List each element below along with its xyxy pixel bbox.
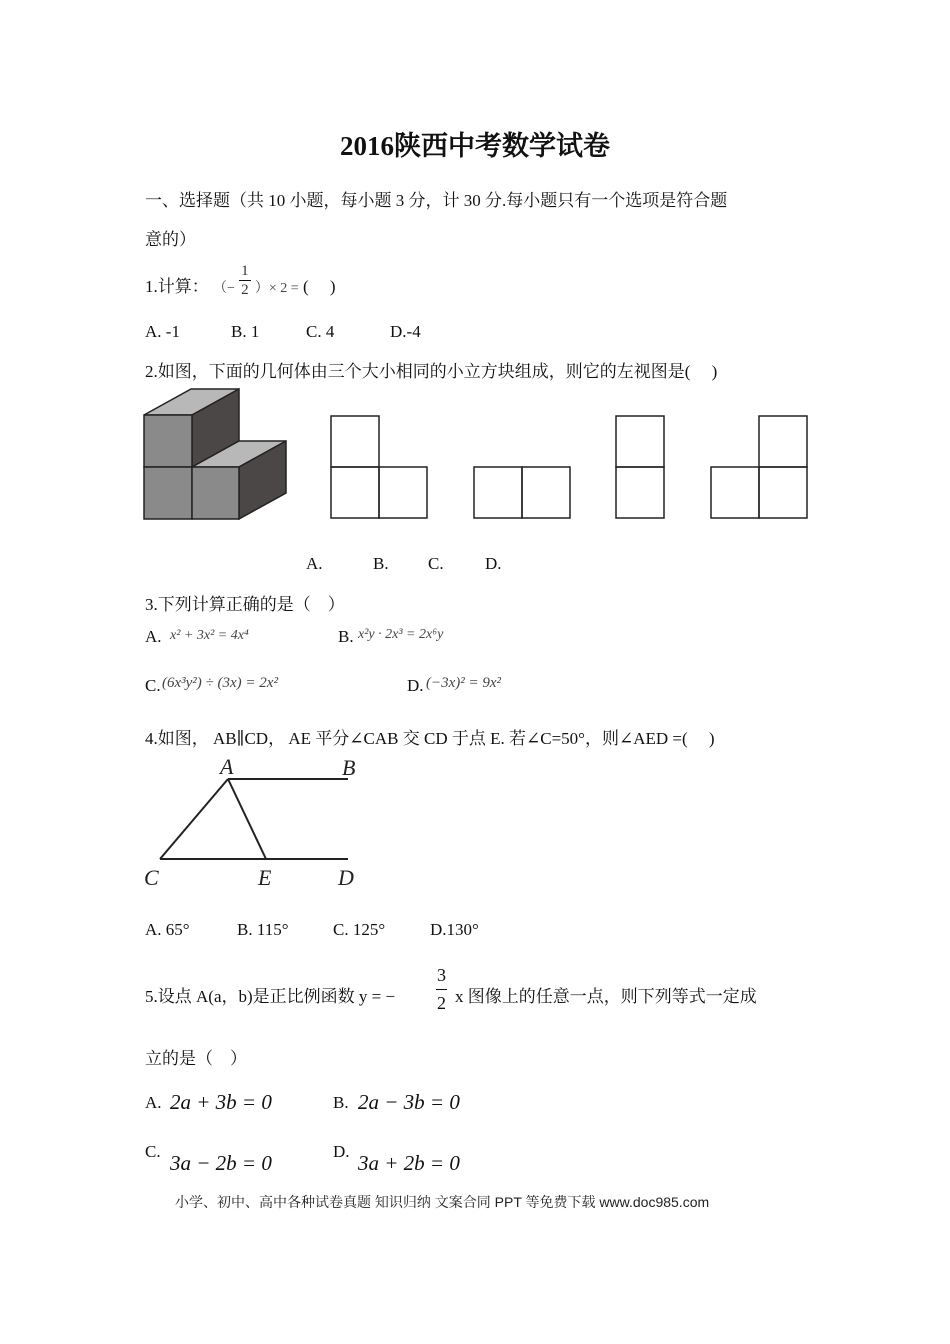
- segment-ae: [228, 779, 266, 859]
- q2-option-d: D.: [485, 554, 502, 573]
- q4-option-a: A. 65°: [145, 920, 190, 939]
- q4-option-c: C. 125°: [333, 920, 386, 939]
- q2-view-b: [473, 466, 571, 520]
- q3-option-b-label: B.: [338, 627, 354, 646]
- cube-front-face: [144, 467, 192, 519]
- q2-option-b: B.: [373, 554, 389, 573]
- q5-option-a-expr: 2a + 3b = 0: [170, 1090, 272, 1114]
- point-b-label: B: [342, 755, 356, 780]
- q4-option-d: D.130°: [430, 920, 479, 939]
- q2-view-d: [710, 415, 808, 520]
- q3-option-a-label: A.: [145, 627, 162, 646]
- q3-option-d-expr: (−3x)² = 9x²: [426, 675, 502, 691]
- q1-option-c: C. 4: [306, 322, 335, 341]
- q5-fraction: [436, 965, 447, 1014]
- q5-option-d-label: D.: [333, 1142, 350, 1161]
- segment-ac: [160, 779, 228, 859]
- q4-option-b: B. 115°: [237, 920, 289, 939]
- q5-stem-line2: 立的是（ ）: [145, 1049, 247, 1068]
- q5-frac-num: 3: [436, 965, 447, 990]
- q2-view-c: [615, 415, 665, 520]
- q3-option-c-expr: (6x³y²) ÷ (3x) = 2x²: [162, 675, 278, 691]
- q1-expr-left: （−: [213, 281, 235, 296]
- q5-option-c-label: C.: [145, 1142, 161, 1161]
- section-heading-line1: 一、选择题（共 10 小题，每小题 3 分，计 30 分.每小题只有一个选项是符合题: [145, 191, 728, 210]
- q1-blank: ( ): [302, 277, 336, 296]
- q1-expr-right: ）× 2 =: [254, 281, 299, 296]
- q1-frac-den: 2: [241, 282, 249, 299]
- cube-front-face: [144, 415, 192, 467]
- footer-text: 小学、初中、高中各种试卷真题 知识归纳 文案合同 PPT 等免费下载 www.doc985.com: [175, 1194, 710, 1210]
- q5-option-b-expr: 2a − 3b = 0: [358, 1090, 460, 1114]
- q2-stem: 2.如图，下面的几何体由三个大小相同的小立方块组成，则它的左视图是( ): [145, 362, 718, 381]
- q5-frac-den: 2: [437, 993, 446, 1013]
- q1-option-a: A. -1: [145, 322, 180, 341]
- q3-option-a-expr: x² + 3x² = 4x⁴: [170, 628, 249, 643]
- q1-option-d: D.-4: [390, 322, 421, 341]
- q5-option-c-expr: 3a − 2b = 0: [170, 1151, 272, 1175]
- q2-view-a: [330, 415, 428, 520]
- q1-fraction: [239, 264, 251, 298]
- q3-option-b-expr: x²y · 2x³ = 2x⁶y: [358, 627, 444, 642]
- q4-stem: 4.如图， AB∥CD， AE 平分∠CAB 交 CD 于点 E. 若∠C=50°，则∠AED =( ): [145, 729, 715, 748]
- q2-solid-figure: [140, 385, 290, 525]
- q1-stem: [145, 263, 336, 299]
- q5-option-b-label: B.: [333, 1093, 349, 1112]
- q5-option-a-label: A.: [145, 1093, 162, 1112]
- section-heading-line2: 意的）: [145, 230, 196, 249]
- point-a-label: A: [220, 754, 234, 779]
- q2-option-c: C.: [428, 554, 444, 573]
- q1-frac-num: 1: [241, 263, 249, 280]
- q3-option-c-label: C.: [145, 676, 161, 695]
- cube-front-face: [192, 467, 239, 519]
- q3-option-d-label: D.: [407, 676, 424, 695]
- point-d-label: D: [338, 865, 354, 890]
- page-title: 2016陕西中考数学试卷: [340, 131, 610, 161]
- q5-stem-line1-rest: x 图像上的任意一点，则下列等式一定成: [455, 987, 757, 1006]
- q4-geometry-figure: [140, 754, 370, 894]
- q1-prefix: 1.计算：: [145, 277, 209, 296]
- q5-option-d-expr: 3a + 2b = 0: [358, 1151, 460, 1175]
- q3-stem: 3.下列计算正确的是（ ）: [145, 595, 345, 614]
- q2-option-a: A.: [306, 554, 323, 573]
- point-e-label: E: [258, 865, 272, 890]
- q5-stem-line1: 5.设点 A(a，b)是正比例函数 y = −: [145, 987, 396, 1006]
- point-c-label: C: [144, 865, 159, 890]
- q1-option-b: B. 1: [231, 322, 260, 341]
